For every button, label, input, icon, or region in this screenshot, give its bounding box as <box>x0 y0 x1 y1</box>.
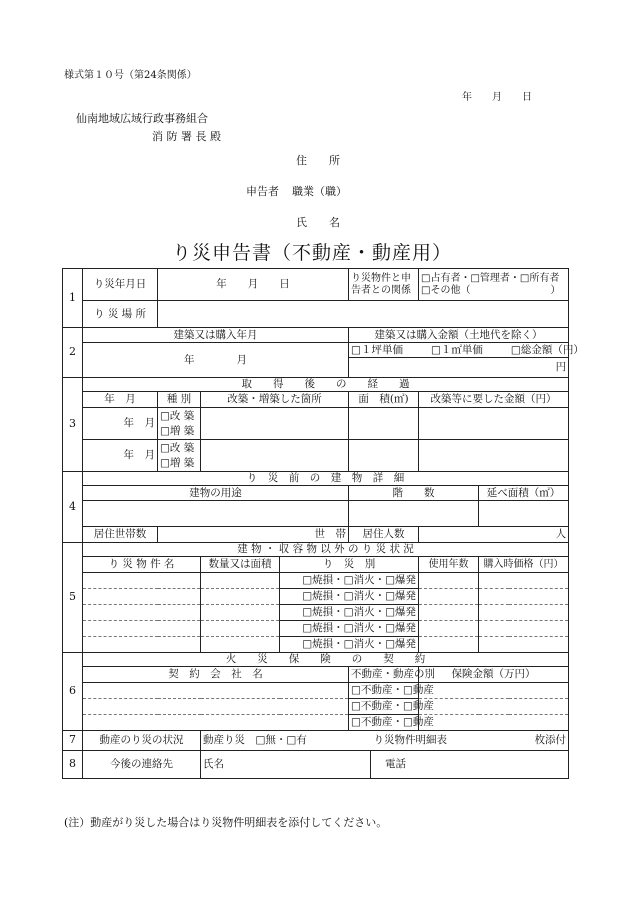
form-number: 様式第１０号（第24条関係） <box>64 70 197 81</box>
history-row-date[interactable]: 年 月 <box>83 408 158 440</box>
history-kind-extend[interactable]: □増 築 <box>158 424 201 440</box>
section-7-number: 7 <box>63 731 83 751</box>
unit-price-tsubo-option[interactable]: □１坪単価 <box>351 343 403 356</box>
name-label: 氏 名 <box>296 216 340 229</box>
disaster-date-field[interactable]: 年 月 日 <box>158 269 349 301</box>
disaster-date-label: り災年月日 <box>83 269 158 301</box>
other-damage-price-field[interactable] <box>479 621 569 637</box>
disaster-place-field[interactable] <box>158 301 569 328</box>
households-label: 居住世帯数 <box>83 527 158 543</box>
other-damage-qty-field[interactable] <box>201 573 280 589</box>
households-field[interactable]: 世 帯 <box>158 527 349 543</box>
addressee: 消 防 署 長 殿 <box>152 130 221 143</box>
date-line: 年 月 日 <box>462 92 532 103</box>
insurance-company-field[interactable] <box>83 715 349 731</box>
other-damage-years-field[interactable] <box>419 621 479 637</box>
other-damage-col-years: 使用年数 <box>419 557 479 573</box>
other-damage-heading: 建 物 ・ 収 容 物 以 外 の り 災 状 況 <box>83 543 569 557</box>
other-damage-col-price: 購入時価格（円） <box>479 557 569 573</box>
history-kind-extend[interactable]: □増 築 <box>158 456 201 472</box>
relation-option-other[interactable]: □その他（ ） <box>421 284 561 296</box>
insurance-col-company: 契 約 会 社 名 <box>83 667 349 683</box>
amount-label: 建築又は購入金額（土地代を除く） <box>349 328 569 343</box>
address-label: 住 所 <box>296 154 340 167</box>
organization-name: 仙南地域広域行政事務組合 <box>76 112 208 125</box>
other-damage-price-field[interactable] <box>479 589 569 605</box>
other-damage-price-field[interactable] <box>479 637 569 653</box>
section-1-number: 1 <box>63 269 83 328</box>
history-col-kind: 種 別 <box>158 392 201 408</box>
building-floors-field[interactable] <box>349 501 479 527</box>
movable-damage-option[interactable]: 動産り災 □無・□有 <box>203 734 307 747</box>
table-row <box>63 573 569 589</box>
other-damage-type-option[interactable]: □焼損・□消火・□爆発 <box>280 637 419 653</box>
other-damage-years-field[interactable] <box>419 637 479 653</box>
other-damage-years-field[interactable] <box>419 573 479 589</box>
other-damage-price-field[interactable] <box>479 573 569 589</box>
section-5-number: 5 <box>63 543 83 653</box>
table-row <box>63 589 569 605</box>
damage-detail-sheet-label: り災物件明細表 <box>373 734 448 747</box>
history-col-cost: 改築等に要した金額（円） <box>419 392 569 408</box>
history-kind-rebuild[interactable]: □改 築 <box>158 408 201 424</box>
footnote: (注）動産がり災した場合はり災物件明細表を添付してください。 <box>64 816 388 829</box>
other-damage-type-option[interactable]: □焼損・□消火・□爆発 <box>280 605 419 621</box>
building-heading: り 災 前 の 建 物 詳 細 <box>83 472 569 486</box>
insurance-company-field[interactable] <box>83 683 349 699</box>
other-damage-years-field[interactable] <box>419 605 479 621</box>
built-date-field[interactable]: 年 月 <box>83 343 349 378</box>
insurance-col-amount: 保険金額（万円） <box>419 667 569 683</box>
insurance-type-option[interactable]: □不動産・□動産 <box>349 683 419 699</box>
relation-label: り災物件と申告者との関係 <box>349 269 419 301</box>
other-damage-qty-field[interactable] <box>201 637 280 653</box>
residents-label: 居住人数 <box>349 527 419 543</box>
other-damage-name-field[interactable] <box>83 573 201 589</box>
other-damage-years-field[interactable] <box>419 589 479 605</box>
insurance-heading: 火 災 保 険 の 契 約 <box>83 653 569 667</box>
table-row <box>63 605 569 621</box>
building-floors-label: 階 数 <box>349 486 479 501</box>
table-row <box>63 715 569 731</box>
other-damage-name-field[interactable] <box>83 589 201 605</box>
contact-name-field[interactable]: 氏名 <box>201 751 371 779</box>
built-date-label: 建築又は購入年月 <box>83 328 349 343</box>
applicant-label: 申告者 <box>246 185 279 198</box>
other-damage-type-option[interactable]: □焼損・□消火・□爆発 <box>280 573 419 589</box>
contact-label: 今後の連絡先 <box>83 751 201 779</box>
insurance-amount-field[interactable] <box>419 699 569 715</box>
section-2-number: 2 <box>63 328 83 378</box>
table-row <box>63 621 569 637</box>
other-damage-type-option[interactable]: □焼損・□消火・□爆発 <box>280 621 419 637</box>
history-place-field[interactable] <box>201 440 349 472</box>
disaster-place-label: り 災 場 所 <box>83 301 158 328</box>
other-damage-col-name: り 災 物 件 名 <box>83 557 201 573</box>
history-col-place: 改築・増築した箇所 <box>201 392 349 408</box>
table-row <box>63 637 569 653</box>
disaster-report-form <box>62 268 584 779</box>
other-damage-name-field[interactable] <box>83 621 201 637</box>
other-damage-qty-field[interactable] <box>201 589 280 605</box>
unit-price-sqm-option[interactable]: □１㎡単価 <box>430 343 483 356</box>
building-use-field[interactable] <box>83 501 349 527</box>
section-3-number: 3 <box>63 378 83 472</box>
other-damage-qty-field[interactable] <box>201 621 280 637</box>
total-amount-option[interactable]: □総金額（円） <box>510 343 584 356</box>
building-use-label: 建物の用途 <box>83 486 349 501</box>
residents-field[interactable]: 人 <box>419 527 569 543</box>
table-row <box>63 683 569 699</box>
history-heading: 取 得 後 の 経 過 <box>83 378 569 392</box>
section-8-number: 8 <box>63 751 83 779</box>
building-area-field[interactable] <box>479 501 569 527</box>
insurance-amount-field[interactable] <box>419 715 569 731</box>
history-row-date[interactable]: 年 月 <box>83 440 158 472</box>
other-damage-type-option[interactable]: □焼損・□消火・□爆発 <box>280 589 419 605</box>
contact-phone-field[interactable]: 電話 <box>371 751 569 779</box>
relation-option-owner[interactable]: □占有者・□管理者・□所有者 <box>421 273 560 284</box>
insurance-type-option[interactable]: □不動産・□動産 <box>349 715 419 731</box>
other-damage-qty-field[interactable] <box>201 605 280 621</box>
movable-damage-label: 動産のり災の状況 <box>83 731 201 751</box>
history-cost-field[interactable] <box>419 440 569 472</box>
history-kind-rebuild[interactable]: □改 築 <box>158 440 201 456</box>
history-cost-field[interactable] <box>419 408 569 440</box>
page-title: り災申告書（不動産・動産用） <box>172 242 453 264</box>
insurance-amount-field[interactable] <box>419 683 569 699</box>
other-damage-name-field[interactable] <box>83 637 201 653</box>
building-area-label: 延べ面積（㎡） <box>479 486 569 501</box>
history-place-field[interactable] <box>201 408 349 440</box>
history-area-field[interactable] <box>349 408 419 440</box>
insurance-type-option[interactable]: □不動産・□動産 <box>349 699 419 715</box>
attached-sheets-field[interactable]: 枚添付 <box>534 734 567 747</box>
insurance-company-field[interactable] <box>83 699 349 715</box>
section-6-number: 6 <box>63 653 83 731</box>
other-damage-col-type: り 災 別 <box>280 557 419 573</box>
other-damage-name-field[interactable] <box>83 605 201 621</box>
history-area-field[interactable] <box>349 440 419 472</box>
history-col-date: 年 月 <box>83 392 158 408</box>
section-4-number: 4 <box>63 472 83 543</box>
occupation-label: 職業（職） <box>292 185 347 198</box>
history-col-area: 面 積(㎡) <box>349 392 419 408</box>
amount-field[interactable]: 円 <box>349 358 569 378</box>
other-damage-price-field[interactable] <box>479 605 569 621</box>
other-damage-col-qty: 数量又は面積 <box>201 557 280 573</box>
insurance-col-type: 不動産・動産の別 <box>349 667 419 683</box>
table-row <box>63 699 569 715</box>
